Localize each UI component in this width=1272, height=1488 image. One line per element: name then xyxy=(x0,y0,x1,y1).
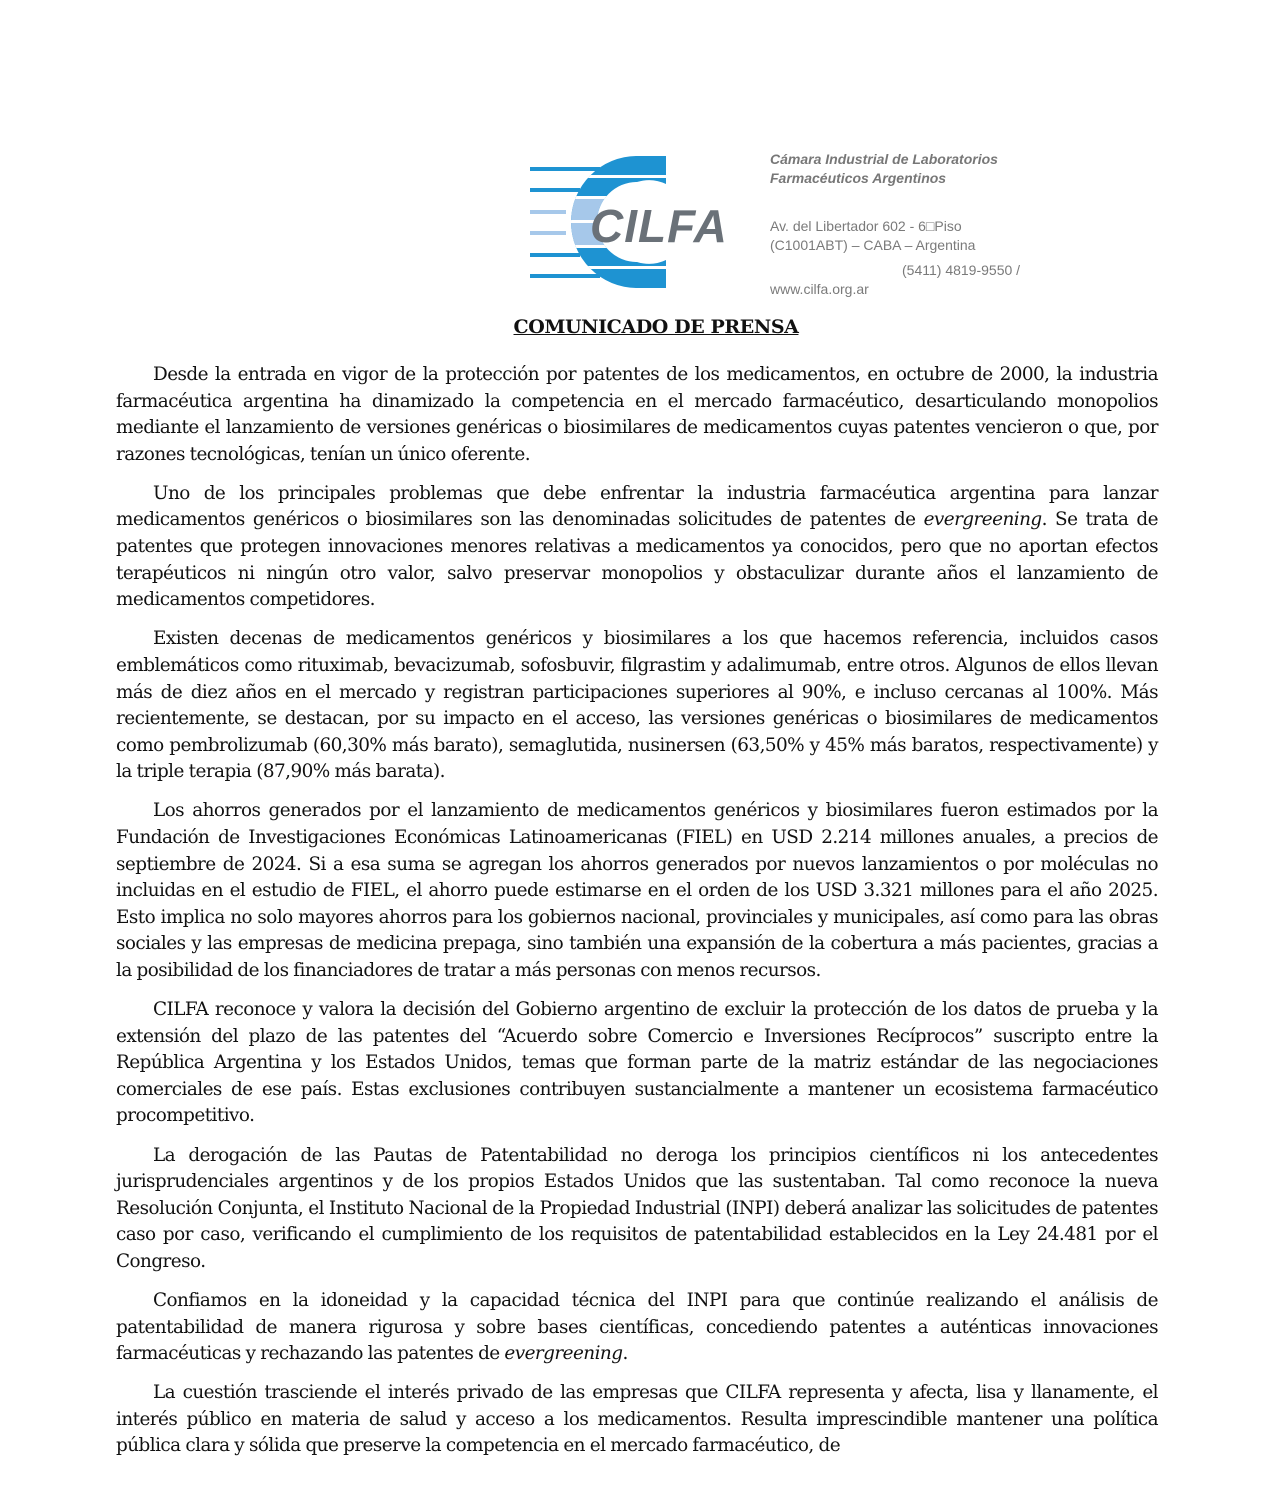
organization-name: Cámara Industrial de Laboratorios Farmacéuticos Argentinos xyxy=(770,151,998,186)
organization-info xyxy=(770,150,1050,299)
paragraph-1: Desde la entrada en vigor de la protección por patentes de los medicamentos, en octubre de 2000, la industria farmacéutica argentina ha dinamizado la competencia en el mercado farmacéutico, desarticulando monopolios mediante el lanzamiento de versiones genéricas o biosimilares de medicamentos cuyas patentes vencieron o que, por razones tecnológicas, tenían un único oferente. xyxy=(116,364,1158,465)
emphasis-term: evergreening xyxy=(504,1343,623,1365)
svg-text:CILFA: CILFA xyxy=(590,200,728,252)
organization-address: Av. del Libertador 602 - 6□Piso (C1001ABT) – CABA – Argentina xyxy=(770,218,976,253)
organization-website: www.cilfa.org.ar xyxy=(770,281,869,297)
paragraph-8: La cuestión trasciende el interés privado de las empresas que CILFA representa y afecta, lisa y llanamente, el interés público en materia de salud y acceso a los medicamentos. Resulta imprescindible mantener una política pública clara y sólida que preserve la competencia en el mercado farmacéutico, de xyxy=(116,1382,1158,1457)
paragraph-2: Uno de los principales problemas que debe enfrentar la industria farmacéutica argentina para lanzar medicamentos genéricos o biosimilares son las denominadas solicitudes de patentes de evergreening. Se trata de patentes que protegen innovaciones menores relativas a medicamentos ya conocidos, pero que no aportan efectos terapéuticos ni ningún otro valor, salvo preservar monopolios y obstaculizar durante años el lanzamiento de medicamentos competidores. xyxy=(116,482,1158,611)
organization-phone: (5411) 4819-9550 / xyxy=(902,262,1021,278)
paragraph-3: Existen decenas de medicamentos genéricos y biosimilares a los que hacemos referencia, incluidos casos emblemáticos como rituximab, bevacizumab, sofosbuvir, filgrastim y adalimumab, entre otros. Algunos de ellos llevan más de diez años en el mercado y registran participaciones superiores al 90%, e incluso cercanas al 100%. Más recientemente, se destacan, por su impacto en el acceso, las versiones genéricas o biosimilares de medicamentos como pembrolizumab (60,30% más barato), semaglutida, nusinersen (63,50% y 45% más baratos, respectivamente) y la triple terapia (87,90% más barata). xyxy=(116,628,1158,783)
paragraph-6: La derogación de las Pautas de Patentabilidad no deroga los principios científicos ni los antecedentes jurisprudenciales argentinos y de los propios Estados Unidos que las sustentaban. Tal como reconoce la nueva Resolución Conjunta, el Instituto Nacional de la Propiedad Industrial (INPI) deberá analizar las solicitudes de patentes caso por caso, verificando el cumplimiento de los requisitos de patentabilidad establecidos en la Ley 24.481 por el Congreso. xyxy=(116,1144,1158,1272)
paragraph-5: CILFA reconoce y valora la decisión del Gobierno argentino de excluir la protección de los datos de prueba y la extensión del plazo de las patentes del “Acuerdo sobre Comercio e Inversiones Recíprocos” suscripto entre la República Argentina y los Estados Unidos, temas que forman parte de la matriz estándar de las negociaciones comerciales de ese país. Estas exclusiones contribuyen sustancialmente a mantener un ecosistema farmacéutico procompetitivo. xyxy=(116,999,1158,1127)
document-title: COMUNICADO DE PRENSA xyxy=(513,316,799,338)
cilfa-logo xyxy=(526,154,748,290)
letterhead xyxy=(526,148,1046,308)
paragraph-7: Confiamos en la idoneidad y la capacidad técnica del INPI para que continúe realizando el análisis de patentabilidad de manera rigurosa y sobre bases científicas, concediendo patentes a auténticas innovaciones farmacéuticas y rechazando las patentes de evergreening. xyxy=(116,1290,1158,1365)
paragraph-4: Los ahorros generados por el lanzamiento de medicamentos genéricos y biosimilares fueron estimados por la Fundación de Investigaciones Económicas Latinoamericanas (FIEL) en USD 2.214 millones anuales, a precios de septiembre de 2024. Si a esa suma se agregan los ahorros generados por nuevos lanzamientos o por moléculas no incluidas en el estudio de FIEL, el ahorro puede estimarse en el orden de los USD 3.321 millones para el año 2025. Esto implica no solo mayores ahorros para los gobiernos nacional, provinciales y municipales, así como para las obras sociales y las empresas de medicina prepaga, sino también una expansión de la cobertura a más pacientes, gracias a la posibilidad de los financiadores de tratar a más personas con menos recursos. xyxy=(116,800,1158,981)
emphasis-term: evergreening xyxy=(923,509,1042,531)
document-body xyxy=(116,362,1158,1473)
